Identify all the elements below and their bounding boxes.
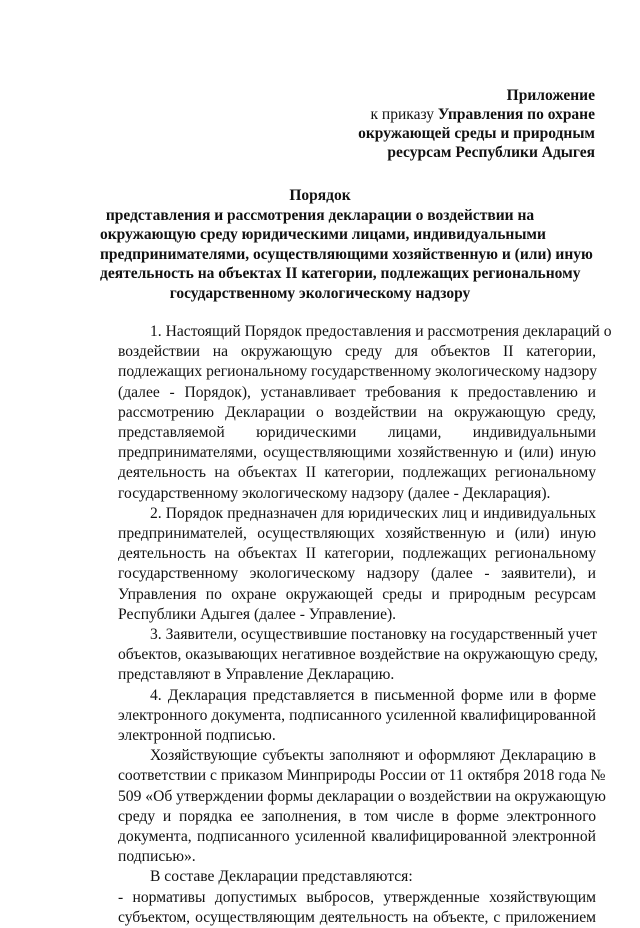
paragraph-5-line: подписью». <box>118 848 196 866</box>
title-line: предпринимателями, осуществляющими хозяйственную и (или) иную <box>100 245 593 263</box>
paragraph-2-line: 2. Порядок предназначен для юридических лиц и индивидуальных <box>150 504 596 522</box>
paragraph-1-line: деятельность на объектах II категории, подлежащих региональному <box>118 464 596 482</box>
document-title <box>100 186 593 303</box>
annex-ref-org-line-2: окружающей среды и природным <box>358 125 595 142</box>
annex-ref-prefix: к приказу <box>370 106 434 123</box>
annex-ref-org-line-3: ресурсам Республики Адыгея <box>387 144 595 161</box>
list-item-line: субъектом, осуществляющим деятельность на объекте, с приложением <box>118 908 596 926</box>
title-line: окружающую среду юридическими лицами, индивидуальными <box>100 226 546 243</box>
paragraph-2-line: государственному экологическому надзору (далее - заявители), и <box>118 565 596 583</box>
title-line: представления и рассмотрения декларации о воздействии на <box>105 206 535 224</box>
paragraph-1-line: рассмотрению Декларации о воздействии на окружающую среду, <box>118 403 596 421</box>
paragraph-3-line: объектов, оказывающих негативное воздействие на окружающую среду, <box>118 646 598 664</box>
paragraph-5-line: соответствии с приказом Минприроды России от 11 октября 2018 года № <box>118 767 606 785</box>
document-body <box>118 322 612 928</box>
paragraph-1-line: воздействии на окружающую среду для объектов II категории, <box>118 343 596 361</box>
paragraph-5-line: Хозяйствующие субъекты заполняют и оформляют Декларацию в <box>150 747 596 765</box>
title-line: деятельность на объектах II категории, подлежащих региональному <box>100 265 581 282</box>
annex-title: Приложение <box>506 87 595 104</box>
paragraph-1-line: представляемой юридическими лицами, индивидуальными <box>118 424 596 442</box>
paragraph-2-line: деятельность на объектах II категории, подлежащих региональному <box>118 545 596 563</box>
paragraph-5-line: документа, подписанного усиленной квалифицированной электронной <box>118 828 596 846</box>
paragraph-5-line: 509 «Об утверждении формы декларации о воздействии на окружающую <box>118 787 606 805</box>
paragraph-2-line: предпринимателей, осуществляющих хозяйственную и (или) иную <box>118 525 596 543</box>
paragraph-4-line: электронной подписью. <box>118 727 276 745</box>
list-item-line: - нормативы допустимых выбросов, утвержденные хозяйствующим <box>118 888 596 906</box>
paragraph-1-line: (далее - Порядок), устанавливает требования к предоставлению и <box>118 383 596 401</box>
title-line: государственному экологическому надзору <box>169 284 471 302</box>
annex-header <box>295 86 595 162</box>
title-heading: Порядок <box>289 187 351 204</box>
paragraph-4-line: электронного документа, подписанного усиленной квалифицированной <box>118 706 596 724</box>
paragraph-4-line: 4. Декларация представляется в письменной форме или в форме <box>150 686 596 704</box>
paragraph-5-line: среду и порядка ее заполнения, в том числе в форме электронного <box>118 807 596 825</box>
paragraph-3-line: 3. Заявители, осуществившие постановку на государственный учет <box>150 626 598 644</box>
paragraph-2-line: Управления по охране окружающей среды и природным ресурсам <box>118 585 596 603</box>
paragraph-6-line: В составе Декларации представляются: <box>150 868 413 886</box>
paragraph-1-line: подлежащих региональному государственному экологическому надзору <box>118 363 598 381</box>
paragraph-1-line: 1. Настоящий Порядок предоставления и рассмотрения деклараций о <box>150 323 612 340</box>
paragraph-3-line: представляют в Управление Декларацию. <box>118 666 395 684</box>
paragraph-2-line: Республики Адыгея (далее - Управление). <box>118 605 397 623</box>
paragraph-1-line: государственному экологическому надзору (далее - Декларация). <box>118 484 551 502</box>
paragraph-1-line: предпринимателями, осуществляющими хозяйственную и (или) иную <box>118 444 596 462</box>
annex-ref-org-line-1: Управления по охране <box>437 106 595 123</box>
